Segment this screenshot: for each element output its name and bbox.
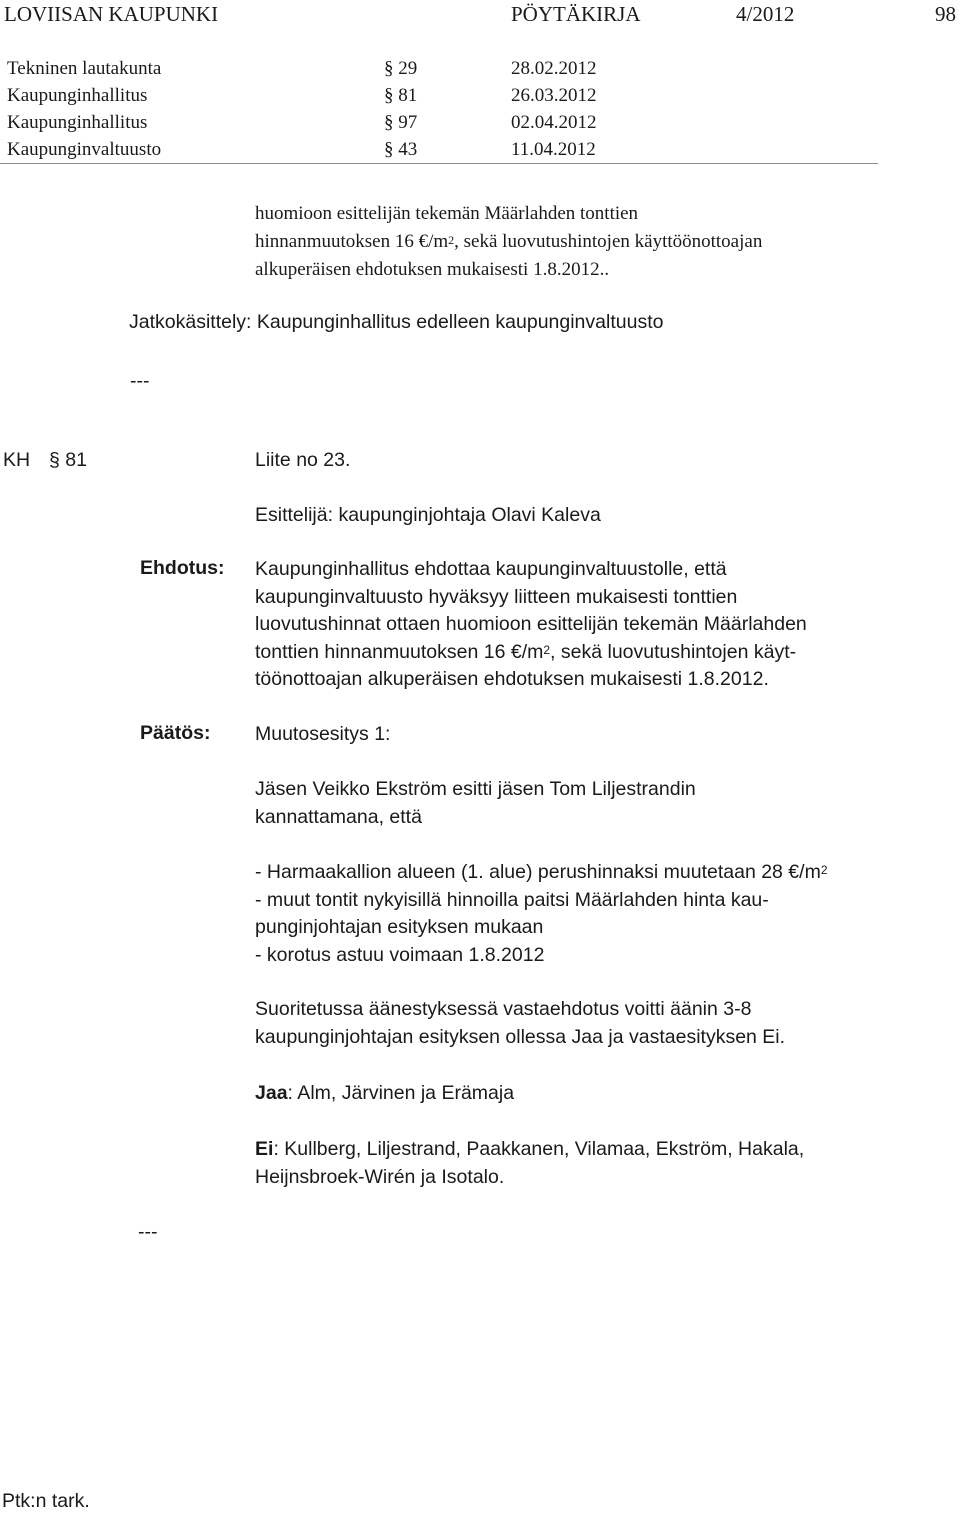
document-type: PÖYTÄKIRJA xyxy=(511,2,641,26)
ehdotus-line: Kaupunginhallitus ehdottaa kaupunginvaltuustolle, että xyxy=(255,558,727,580)
page-number: 98 xyxy=(935,2,956,26)
proposal-item: punginjohtajan esityksen mukaan xyxy=(255,916,544,938)
paatos-label: Päätös: xyxy=(140,722,211,744)
proposer-text xyxy=(255,776,696,831)
proposer-line: Jäsen Veikko Ekström esitti jäsen Tom Liljestrandin xyxy=(255,778,696,800)
history-section: § 29 xyxy=(384,58,418,79)
separator: --- xyxy=(130,370,150,392)
ei-label: Ei xyxy=(255,1138,274,1160)
proposal-item: - Harmaakallion alueen (1. alue) perushinnaksi muutetaan 28 $€/m^2$ xyxy=(255,861,828,883)
presenter: Esittelijä: kaupunginjohtaja Olavi Kaleva xyxy=(255,504,601,526)
kh-label: KH xyxy=(3,449,31,471)
vote-line: Suoritetussa äänestyksessä vastaehdotus voitti äänin 3-8 xyxy=(255,998,752,1020)
history-body: Kaupunginvaltuusto xyxy=(7,139,162,160)
ehdotus-label: Ehdotus: xyxy=(140,557,225,579)
header-divider xyxy=(0,163,878,164)
jaa-label: Jaa xyxy=(255,1082,288,1104)
footer-checker: Ptk:n tark. xyxy=(2,1490,90,1512)
intro-paragraph xyxy=(255,200,762,284)
history-date: 28.02.2012 xyxy=(511,58,597,79)
issue-number: 4/2012 xyxy=(736,2,795,26)
ehdotus-line: tonttien hinnanmuutoksen 16 $€/m^2$, sekä luovutushintojen käyt- xyxy=(255,640,797,663)
proposal-item: - korotus astuu voimaan 1.8.2012 xyxy=(255,943,545,966)
ehdotus-line: kaupunginvaltuusto hyväksyy liitteen mukaisesti tonttien xyxy=(255,585,738,608)
ei-line: Heijnsbroek-Wirén ja Isotalo. xyxy=(255,1165,505,1188)
proposal-item: - muut tontit nykyisillä hinnoilla paitsi Määrlahden hinta kau- xyxy=(255,888,769,911)
proposer-line: kannattamana, että xyxy=(255,805,422,828)
ehdotus-text xyxy=(255,556,807,694)
history-date: 11.04.2012 xyxy=(511,139,596,160)
history-section: § 81 xyxy=(384,85,418,106)
paatos-heading: Muutosesitys 1: xyxy=(255,723,391,745)
intro-line: huomioon esittelijän tekemän Määrlahden tonttien xyxy=(255,203,639,224)
ehdotus-line: luovutushinnat ottaen huomioon esittelijän tekemän Määrlahden xyxy=(255,613,807,635)
vote-result xyxy=(255,996,785,1051)
municipality-name: LOVIISAN KAUPUNKI xyxy=(4,2,219,26)
history-date: 26.03.2012 xyxy=(511,85,597,106)
jatkokasittely-note: Jatkokäsittely: Kaupunginhallitus edelleen kaupunginvaltuusto xyxy=(129,311,664,333)
history-body: Kaupunginhallitus xyxy=(7,85,148,106)
ei-line: Ei: Kullberg, Liljestrand, Paakkanen, Vilamaa, Ekström, Hakala, xyxy=(255,1138,805,1160)
attachment-number: Liite no 23. xyxy=(255,449,351,471)
intro-line: hinnanmuutoksen 16 $€/m^2$, sekä luovutushintojen käyttöönottoajan xyxy=(255,231,763,252)
ehdotus-line: töönottoajan alkuperäisen ehdotuksen mukaisesti 1.8.2012. xyxy=(255,668,769,690)
history-section: § 97 xyxy=(384,112,418,133)
ei-votes xyxy=(255,1136,804,1191)
jaa-names: : Alm, Järvinen ja Erämaja xyxy=(287,1082,515,1104)
vote-line: kaupunginjohtajan esityksen ollessa Jaa ja vastaesityksen Ei. xyxy=(255,1025,786,1048)
proposal-items xyxy=(255,859,828,969)
jaa-votes xyxy=(255,1080,514,1108)
history-body: Kaupunginhallitus xyxy=(7,112,148,133)
separator: --- xyxy=(138,1221,158,1243)
history-date: 02.04.2012 xyxy=(511,112,597,133)
history-section: § 43 xyxy=(384,139,418,160)
kh-section: § 81 xyxy=(49,449,87,471)
history-body: Tekninen lautakunta xyxy=(7,58,162,79)
intro-line: alkuperäisen ehdotuksen mukaisesti 1.8.2012.. xyxy=(255,259,610,280)
